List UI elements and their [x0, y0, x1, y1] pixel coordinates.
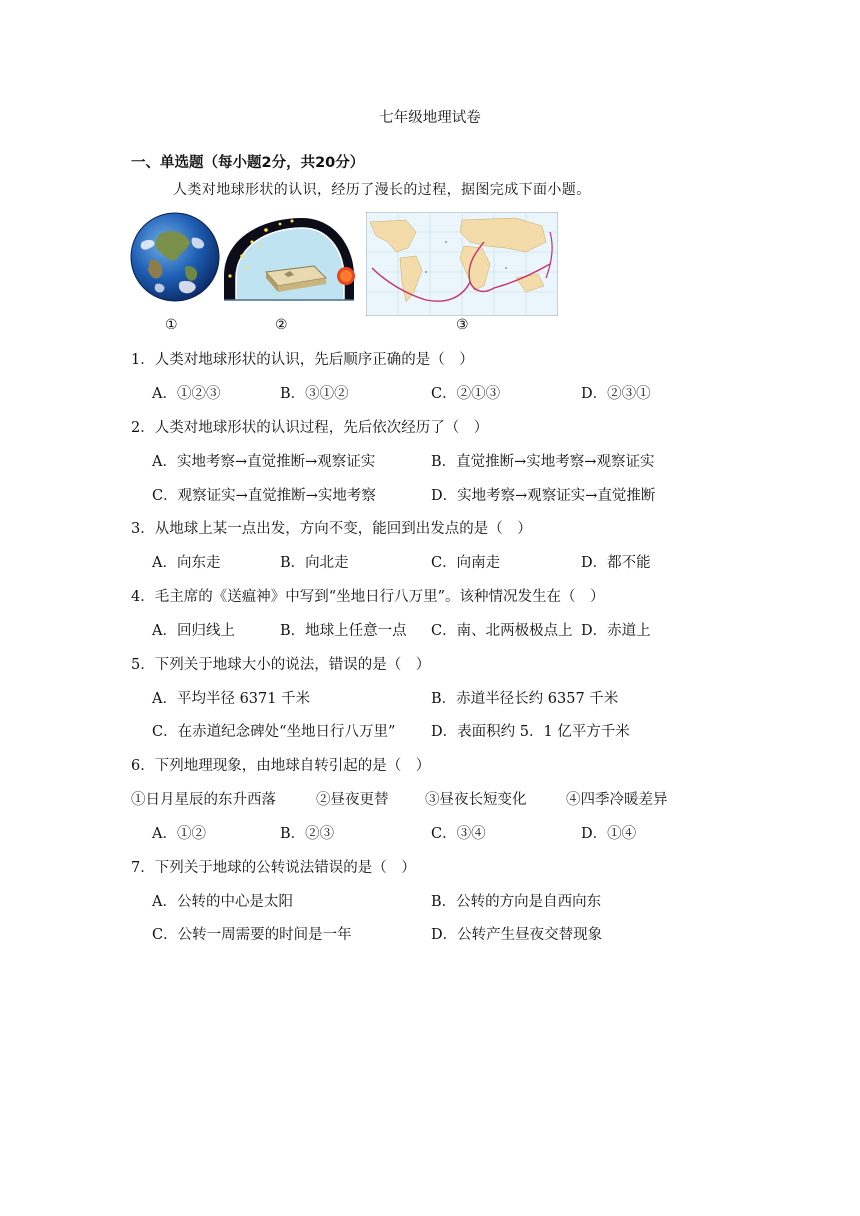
q3-option-d[interactable]: D．都不能 — [581, 555, 651, 571]
q6-phenomenon-3: ③昼夜长短变化 — [425, 792, 527, 808]
q5-option-d[interactable]: D．表面积约 5．1 亿平方千米 — [431, 724, 630, 740]
figure-label-3: ③ — [456, 317, 469, 333]
question-1: 1．人类对地球形状的认识，先后顺序正确的是（ ） — [131, 352, 474, 368]
dome-heaven-model-icon — [222, 216, 356, 302]
q7-option-b[interactable]: B．公转的方向是自西向东 — [431, 894, 602, 910]
earth-photo-icon — [130, 212, 220, 302]
q1-option-d[interactable]: D．②③① — [581, 386, 651, 402]
page-title: 七年级地理试卷 — [379, 110, 481, 126]
figure-label-1: ① — [165, 317, 178, 333]
q4-option-a[interactable]: A．回归线上 — [152, 623, 235, 639]
q4-option-b[interactable]: B．地球上任意一点 — [280, 623, 407, 639]
q6-option-b[interactable]: B．②③ — [280, 826, 335, 842]
q2-option-c[interactable]: C．观察证实→直觉推断→实地考察 — [152, 488, 376, 504]
question-3: 3．从地球上某一点出发，方向不变，能回到出发点的是（ ） — [131, 521, 532, 537]
question-6: 6．下列地理现象，由地球自转引起的是（ ） — [131, 758, 431, 774]
q5-option-c[interactable]: C．在赤道纪念碑处“坐地日行八万里” — [152, 724, 396, 740]
intro-text: 人类对地球形状的认识，经历了漫长的过程，据图完成下面小题。 — [173, 182, 591, 198]
section-heading: 一、单选题（每小题2分，共20分） — [131, 155, 365, 171]
q7-option-d[interactable]: D．公转产生昼夜交替现象 — [431, 927, 603, 943]
question-2: 2．人类对地球形状的认识过程，先后依次经历了（ ） — [131, 420, 489, 436]
question-4: 4．毛主席的《送瘟神》中写到“坐地日行八万里”。该种情况发生在（ ） — [131, 589, 605, 605]
q4-option-d[interactable]: D．赤道上 — [581, 623, 651, 639]
question-5: 5．下列关于地球大小的说法，错误的是（ ） — [131, 657, 431, 673]
q2-option-a[interactable]: A．实地考察→直觉推断→观察证实 — [152, 454, 376, 470]
q6-phenomenon-1: ①日月星辰的东升西落 — [131, 792, 276, 808]
q2-option-b[interactable]: B．直觉推断→实地考察→观察证实 — [431, 454, 655, 470]
q6-option-a[interactable]: A．①② — [152, 826, 206, 842]
figure-label-2: ② — [275, 317, 288, 333]
q6-option-d[interactable]: D．①④ — [581, 826, 637, 842]
q3-option-b[interactable]: B．向北走 — [280, 555, 349, 571]
world-voyage-map-icon — [366, 212, 558, 316]
q7-option-a[interactable]: A．公转的中心是太阳 — [152, 894, 293, 910]
q6-phenomenon-4: ④四季冷暖差异 — [566, 792, 668, 808]
q1-option-c[interactable]: C．②①③ — [431, 386, 501, 402]
q3-option-a[interactable]: A．向东走 — [152, 555, 221, 571]
question-7: 7．下列关于地球的公转说法错误的是（ ） — [131, 860, 416, 876]
q6-option-c[interactable]: C．③④ — [431, 826, 486, 842]
q1-option-b[interactable]: B．③①② — [280, 386, 349, 402]
q5-option-a[interactable]: A．平均半径 6371 千米 — [152, 691, 311, 707]
q7-option-c[interactable]: C．公转一周需要的时间是一年 — [152, 927, 352, 943]
q5-option-b[interactable]: B．赤道半径长约 6357 千米 — [431, 691, 619, 707]
q2-option-d[interactable]: D．实地考察→观察证实→直觉推断 — [431, 488, 656, 504]
q1-option-a[interactable]: A．①②③ — [152, 386, 221, 402]
q4-option-c[interactable]: C．南、北两极极点上 — [431, 623, 573, 639]
q3-option-c[interactable]: C．向南走 — [431, 555, 501, 571]
q6-phenomenon-2: ②昼夜更替 — [316, 792, 389, 808]
